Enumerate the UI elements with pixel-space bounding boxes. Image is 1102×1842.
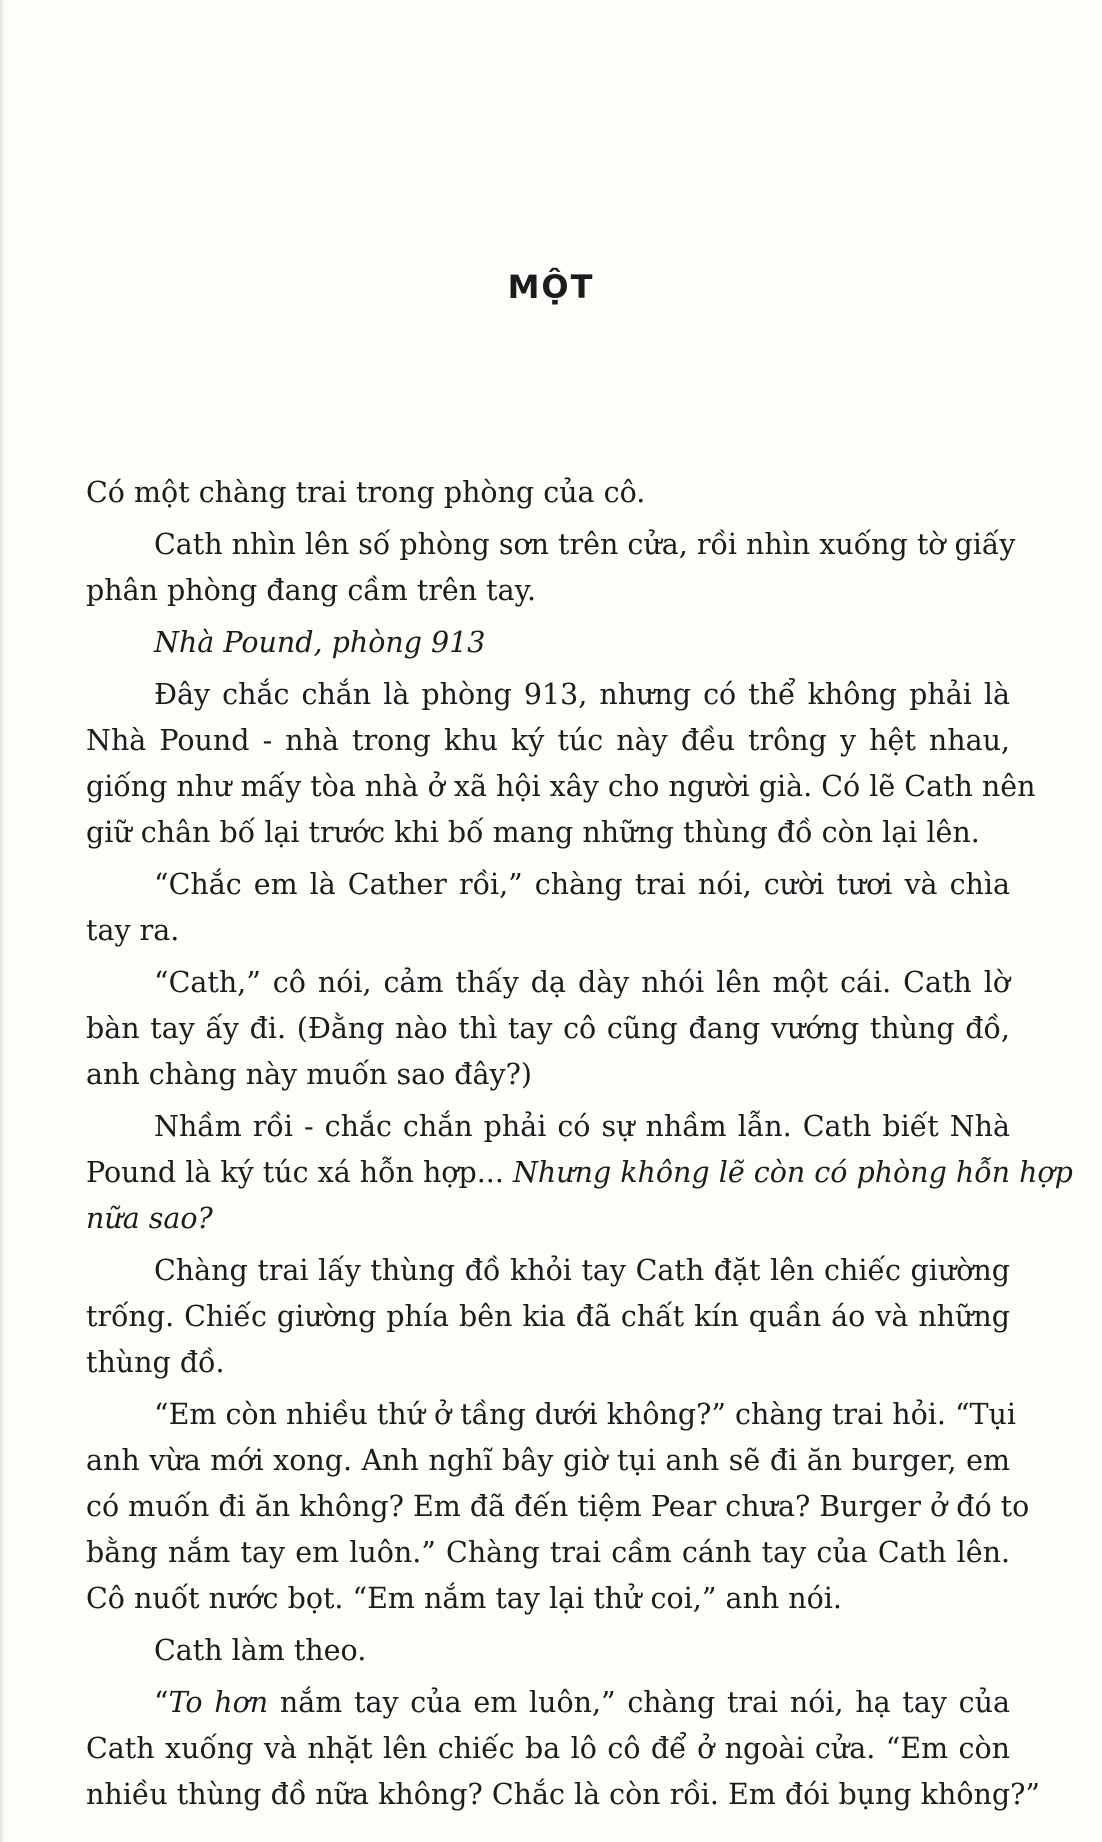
text-segment: “Chắc em là Cather rồi,” chàng trai nói, cười tươi và chìa <box>154 868 1010 901</box>
italic-text: Nhà Pound, phòng 913 <box>154 626 486 659</box>
text-line <box>86 908 1010 954</box>
text-line <box>86 960 1010 1006</box>
text-line <box>86 470 1010 516</box>
text-segment: Nhầm rồi - chắc chắn phải có sự nhầm lẫn. Cath biết Nhà <box>154 1110 1010 1143</box>
italic-text: Nhưng không lẽ còn có phòng hỗn hợp <box>512 1156 1073 1189</box>
chapter-heading: MỘT <box>507 268 595 306</box>
text-line <box>86 1438 1010 1484</box>
text-line <box>86 1576 1010 1622</box>
text-line <box>86 862 1010 908</box>
text-segment: Chàng trai lấy thùng đồ khỏi tay Cath đặt lên chiếc giường <box>154 1254 1010 1287</box>
text-segment: có muốn đi ăn không? Em đã đến tiệm Pear chưa? Burger ở đó to <box>86 1490 1030 1523</box>
text-line <box>86 1484 1030 1530</box>
text-line <box>86 1726 1010 1772</box>
text-line <box>86 1248 1010 1294</box>
text-segment: Cath làm theo. <box>154 1634 367 1667</box>
text-segment: Có một chàng trai trong phòng của cô. <box>86 476 646 509</box>
text-line <box>86 718 1010 764</box>
text-line <box>86 568 1010 614</box>
text-segment: Nhà Pound - nhà trong khu ký túc này đều trông y hệt nhau, <box>86 724 1010 757</box>
text-line <box>86 1772 1040 1818</box>
text-segment: “Em còn nhiều thứ ở tầng dưới không?” chàng trai hỏi. “Tụi <box>154 1398 1017 1431</box>
text-segment: giữ chân bố lại trước khi bố mang những thùng đồ còn lại lên. <box>86 816 980 849</box>
text-segment: Cath nhìn lên số phòng sơn trên cửa, rồi nhìn xuống tờ giấy <box>154 528 1016 561</box>
text-line <box>86 522 1016 568</box>
text-segment: trống. Chiếc giường phía bên kia đã chất kín quần áo và những <box>86 1300 1010 1333</box>
text-segment: tay ra. <box>86 914 180 947</box>
text-line <box>86 1340 1010 1386</box>
text-segment: phân phòng đang cầm trên tay. <box>86 574 537 607</box>
text-line <box>86 1006 1010 1052</box>
text-line <box>86 672 1010 718</box>
text-segment: giống như mấy tòa nhà ở xã hội xây cho người già. Có lẽ Cath nên <box>86 770 1036 803</box>
text-segment: Pound là ký túc xá hỗn hợp... <box>86 1156 513 1189</box>
text-line <box>86 1150 1073 1196</box>
text-line <box>86 620 1010 666</box>
text-segment: anh chàng này muốn sao đây?) <box>86 1058 533 1091</box>
text-segment: nắm tay của em luôn,” chàng trai nói, hạ tay của <box>268 1686 1010 1719</box>
text-line <box>86 1052 1010 1098</box>
text-segment: nhiều thùng đồ nữa không? Chắc là còn rồi. Em đói bụng không?” <box>86 1778 1040 1811</box>
text-segment: thùng đồ. <box>86 1346 225 1379</box>
text-segment: “Cath,” cô nói, cảm thấy dạ dày nhói lên một cái. Cath lờ <box>154 966 1010 999</box>
text-segment: “ <box>154 1686 169 1719</box>
italic-text: nữa sao? <box>86 1202 213 1235</box>
text-line <box>86 1294 1010 1340</box>
text-segment: Cath xuống và nhặt lên chiếc ba lô cô để ở ngoài cửa. “Em còn <box>86 1732 1010 1765</box>
body-text <box>86 470 1073 1818</box>
text-line <box>86 810 1010 856</box>
text-segment: bàn tay ấy đi. (Đằng nào thì tay cô cũng đang vướng thùng đồ, <box>86 1012 1010 1045</box>
text-segment: bằng nắm tay em luôn.” Chàng trai cầm cánh tay của Cath lên. <box>86 1536 1010 1569</box>
text-segment: Đây chắc chắn là phòng 913, nhưng có thể không phải là <box>154 678 1010 711</box>
text-segment: anh vừa mới xong. Anh nghĩ bây giờ tụi anh sẽ đi ăn burger, em <box>86 1444 1010 1477</box>
text-line <box>86 764 1036 810</box>
text-line <box>86 1104 1010 1150</box>
text-line <box>86 1680 1010 1726</box>
text-segment: Cô nuốt nước bọt. “Em nắm tay lại thử coi,” anh nói. <box>86 1582 842 1615</box>
text-line <box>86 1392 1017 1438</box>
text-line <box>86 1196 1010 1242</box>
text-line <box>86 1530 1010 1576</box>
text-line <box>86 1628 1010 1674</box>
italic-text: To hơn <box>168 1686 269 1719</box>
